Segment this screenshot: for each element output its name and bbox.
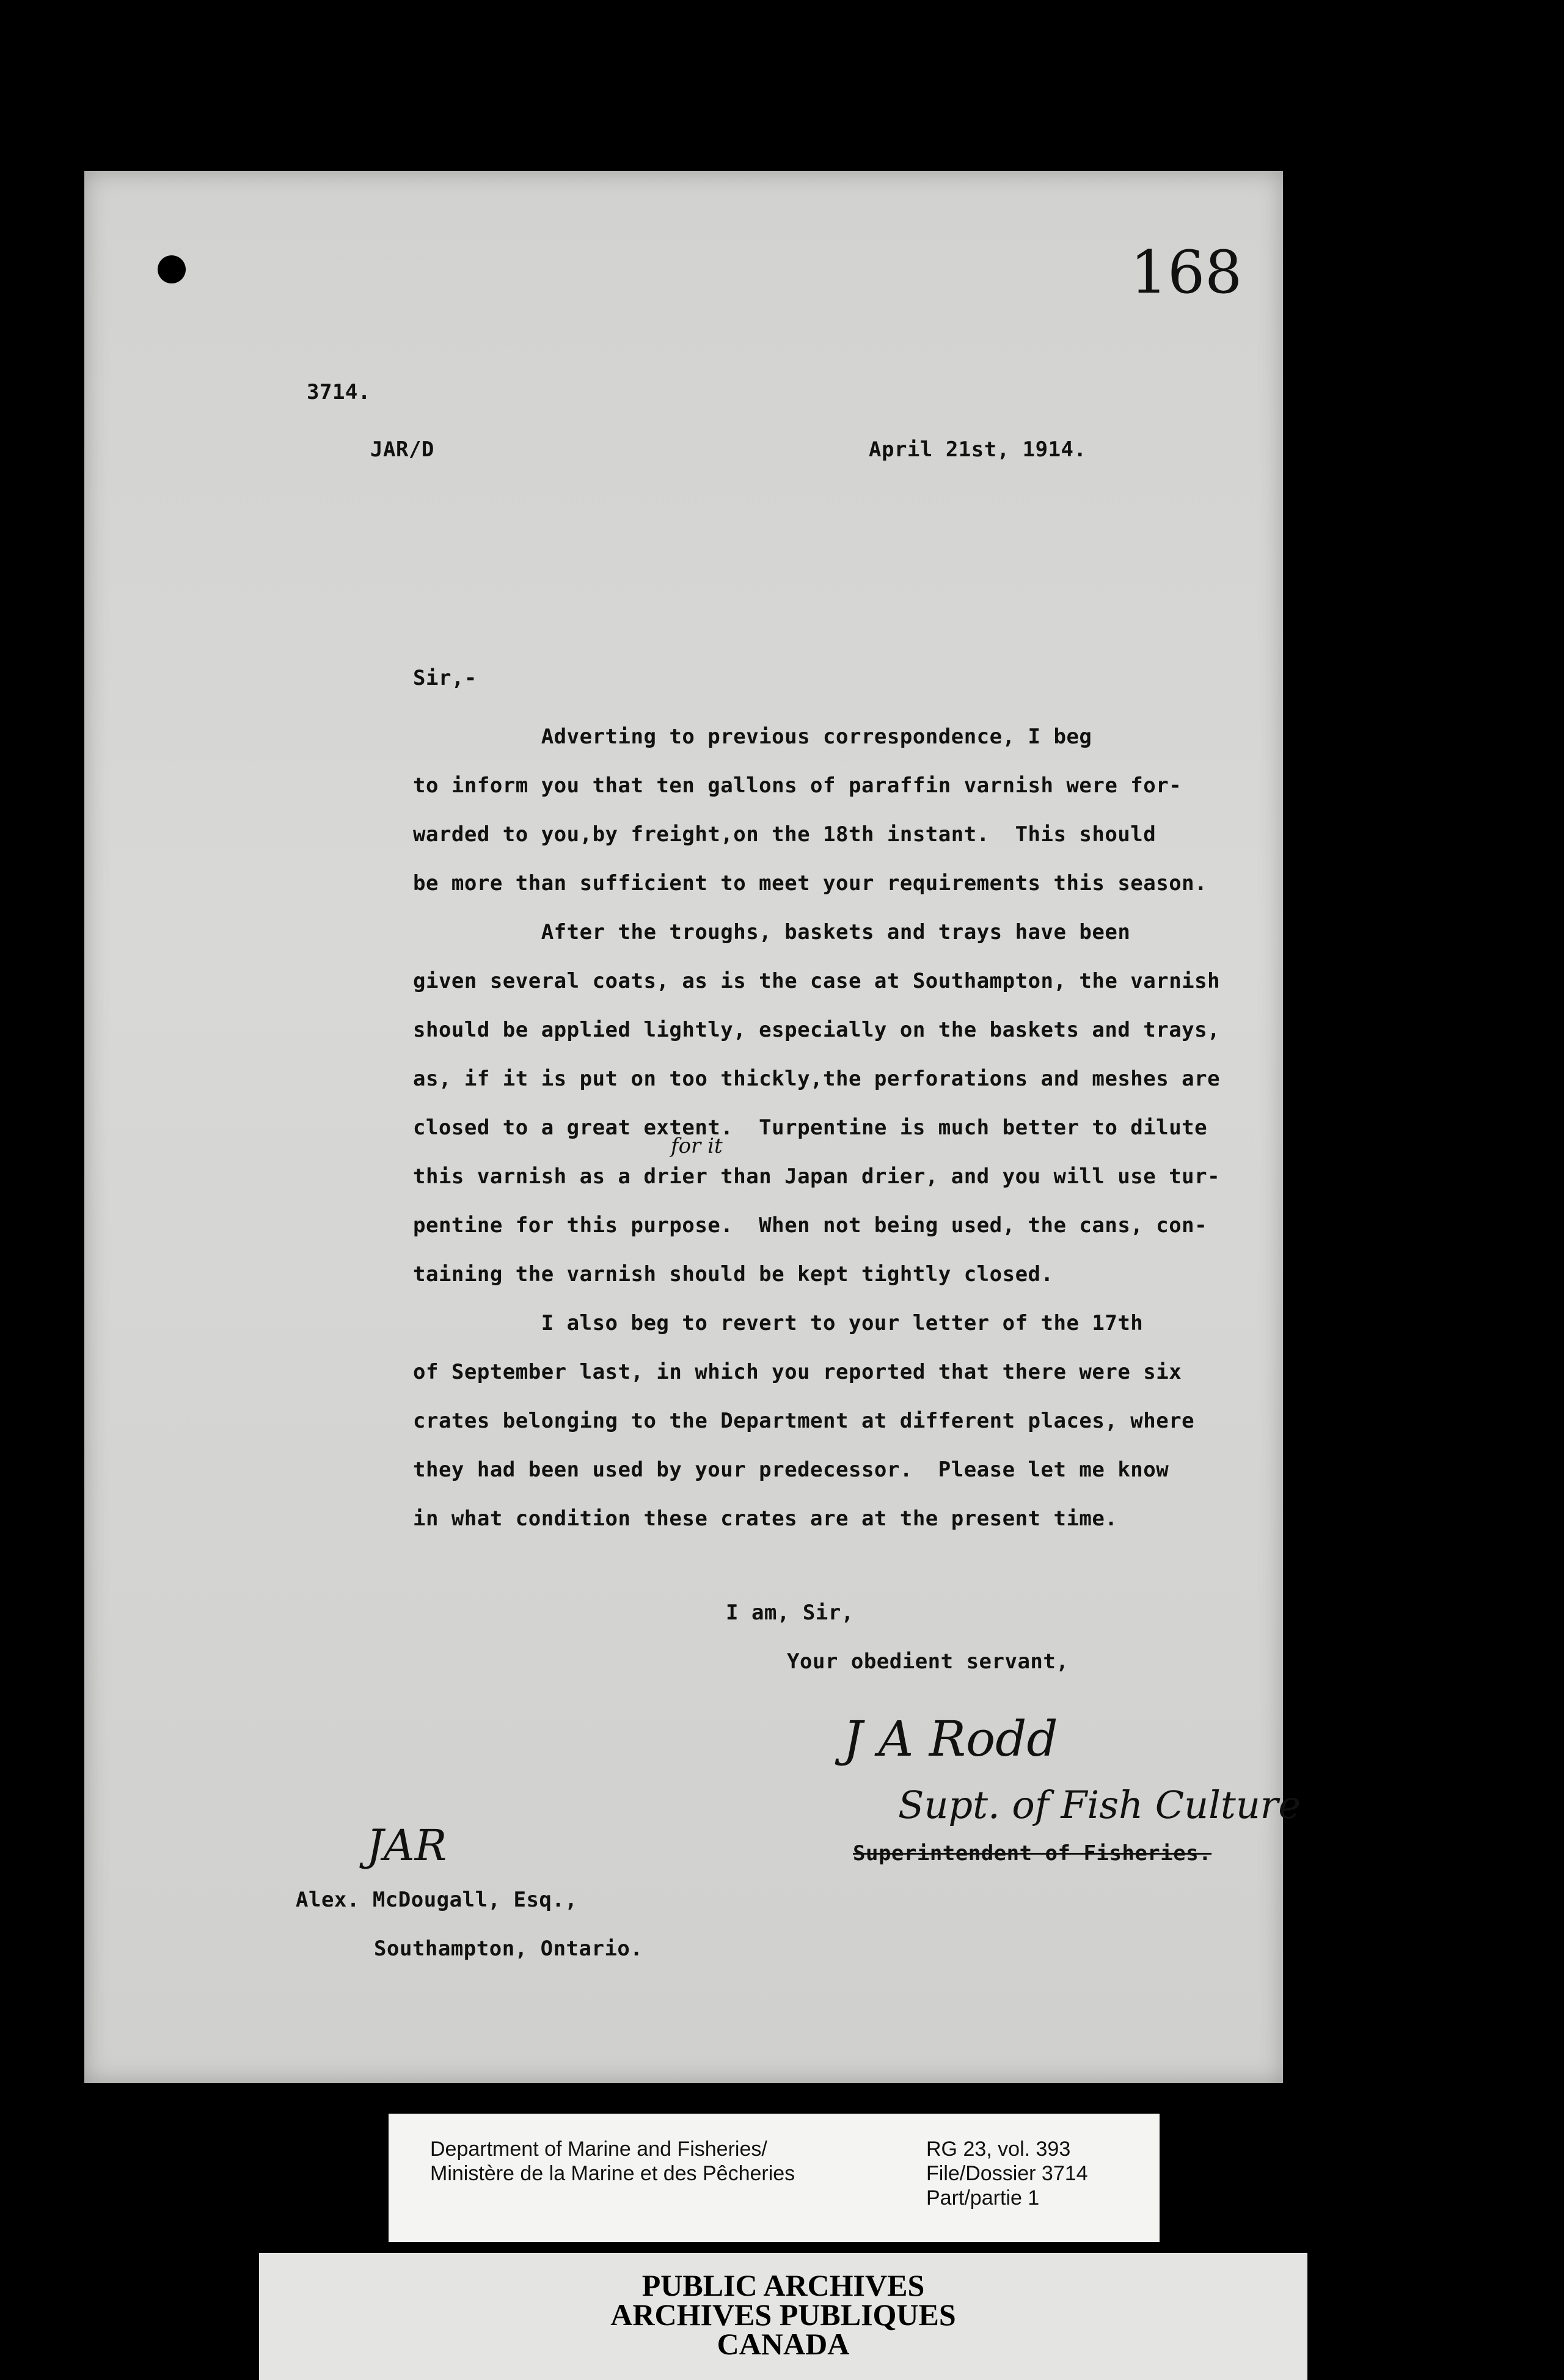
handwritten-initials: JAR: [367, 1820, 447, 1871]
body-line: of September last, in which you reported that there were six: [413, 1360, 1182, 1384]
body-line: pentine for this purpose. When not being used, the cans, con-: [413, 1213, 1208, 1238]
archive-stamp-band: [259, 2253, 1307, 2380]
body-line: given several coats, as is the case at Southampton, the varnish: [413, 969, 1221, 993]
body-line: Adverting to previous correspondence, I beg: [413, 725, 1092, 749]
punch-hole: [158, 255, 186, 283]
closing-line: I am, Sir,: [726, 1601, 854, 1625]
archive-stamp-line: PUBLIC ARCHIVES: [641, 2268, 925, 2302]
closing-line: Your obedient servant,: [787, 1649, 1069, 1674]
typed-title: Superintendent of Fisheries.: [853, 1841, 1212, 1866]
part-reference: Part/partie 1: [926, 2186, 1040, 2210]
department-fr: Ministère de la Marine et des Pêcheries: [430, 2162, 795, 2185]
department-en: Department of Marine and Fisheries/: [430, 2137, 767, 2161]
record-group: RG 23, vol. 393: [926, 2137, 1071, 2161]
addressee-place: Southampton, Ontario.: [374, 1936, 643, 1961]
body-line: crates belonging to the Department at different places, where: [413, 1409, 1195, 1433]
archive-stamp-line: ARCHIVES PUBLIQUES: [610, 2298, 956, 2332]
file-reference: File/Dossier 3714: [926, 2162, 1088, 2185]
body-line: I also beg to revert to your letter of the 17th: [413, 1311, 1144, 1335]
handwritten-title: Supt. of Fish Culture: [898, 1783, 1301, 1827]
body-line: should be applied lightly, especially on the baskets and trays,: [413, 1018, 1221, 1042]
typist-initials: JAR/D: [370, 437, 434, 462]
salutation: Sir,-: [413, 666, 477, 690]
folio-number: 168: [1130, 238, 1243, 307]
body-line: they had been used by your predecessor. Please let me know: [413, 1458, 1169, 1482]
archive-stamp-line: CANADA: [717, 2327, 850, 2361]
file-number: 3714.: [307, 380, 371, 404]
body-line: this varnish as a drier than Japan drier, and you will use tur-: [413, 1164, 1221, 1189]
body-line: as, if it is put on too thickly,the perforations and meshes are: [413, 1067, 1221, 1091]
addressee-name: Alex. McDougall, Esq.,: [296, 1888, 578, 1912]
body-line: warded to you,by freight,on the 18th instant. This should: [413, 822, 1157, 847]
body-line: After the troughs, baskets and trays have been: [413, 920, 1131, 944]
letter-date: April 21st, 1914.: [869, 437, 1087, 462]
body-line: be more than sufficient to meet your requirements this season.: [413, 871, 1208, 896]
handwritten-signature: J A Rodd: [843, 1710, 1058, 1767]
archive-reference-label: [389, 2114, 1160, 2242]
body-line: closed to a great extent. Turpentine is much better to dilute: [413, 1115, 1208, 1140]
body-line: to inform you that ten gallons of paraffin varnish were for-: [413, 773, 1182, 798]
body-line: in what condition these crates are at the present time.: [413, 1506, 1118, 1531]
handwritten-insertion: for it: [671, 1134, 723, 1158]
body-line: taining the varnish should be kept tightly closed.: [413, 1262, 1054, 1287]
